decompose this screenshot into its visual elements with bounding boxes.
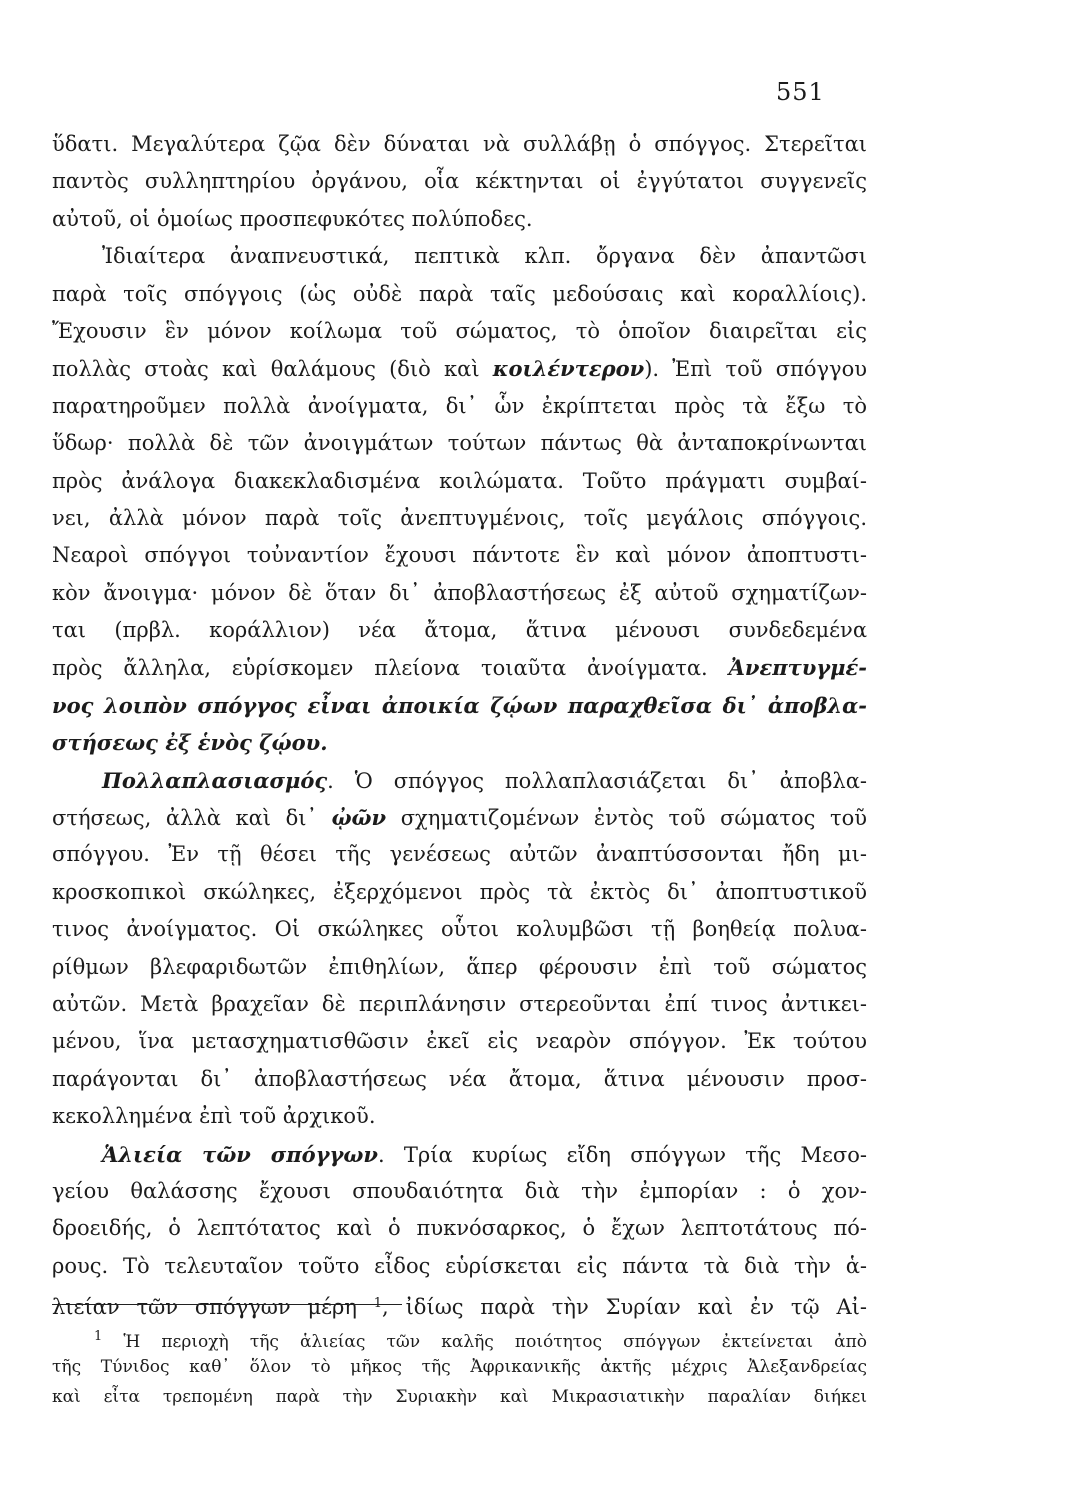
- emphasis-term: ᾠῶν: [331, 805, 387, 831]
- text-line: παντὸς συλληπτηρίου ὀργάνου, οἷα κέκτηνται οἱ ἐγγύτατοι συγγενεῖς: [52, 169, 867, 194]
- text-line: ὕδωρ· πολλὰ δὲ τῶν ἀνοιγμάτων τούτων πάντως θὰ ἀνταποκρίνωνται: [52, 431, 867, 456]
- text-line: αὐτῶν. Μετὰ βραχεῖαν δὲ περιπλάνησιν στερεοῦνται ἐπί τινος ἀντικει-: [52, 991, 867, 1016]
- emphasis-term: στήσεως ἐξ ἑνὸς ζῴου.: [52, 730, 328, 756]
- text-line: νει, ἀλλὰ μόνον παρὰ τοῖς ἀνεπτυγμένοις, τοῖς μεγάλοις σπόγγοις.: [52, 505, 867, 530]
- section-heading: Πολλαπλασιασμός: [102, 767, 328, 793]
- text-line: Πολλαπλασιασμός. Ὁ σπόγγος πολλαπλασιάζεται δι᾽ ἀποβλα-: [102, 767, 867, 793]
- text-line: στήσεως, ἀλλὰ καὶ δι᾽ ᾠῶν σχηματιζομένων ἐντὸς τοῦ σώματος τοῦ: [52, 805, 867, 831]
- body-text: [52, 126, 867, 1323]
- footnote-marker: 1: [94, 1329, 103, 1344]
- text-line: παρὰ τοῖς σπόγγοις (ὡς οὐδὲ παρὰ ταῖς μεδούσαις καὶ κοραλλίοις).: [52, 281, 867, 306]
- emphasis-term: νος λοιπὸν σπόγγος εἶναι ἀποικία ζῴων παραχθεῖσα δι᾽ ἀποβλα-: [52, 692, 867, 718]
- text-line: πολλὰς στοὰς καὶ θαλάμους (διὸ καὶ κοιλέντερον). Ἐπὶ τοῦ σπόγγου: [52, 356, 867, 382]
- text-line: σπόγγου. Ἐν τῇ θέσει τῆς γενέσεως αὐτῶν ἀναπτύσσονται ἤδη μι-: [52, 842, 867, 867]
- footnote-divider: [52, 1304, 402, 1305]
- section-heading: Ἁλιεία τῶν σπόγγων: [102, 1141, 378, 1167]
- text-line: κὸν ἄνοιγμα· μόνον δὲ ὅταν δι᾽ ἀποβλαστήσεως ἐξ αὐτοῦ σχηματίζων-: [52, 580, 867, 605]
- text-line: αὐτοῦ, οἱ ὁμοίως προσπεφυκότες πολύποδες.: [52, 206, 533, 231]
- emphasis-term: Ἀνεπτυγμέ-: [728, 655, 867, 681]
- text-line: γείου θαλάσσης ἔχουσι σπουδαιότητα διὰ τὴν ἐμπορίαν : ὁ χον-: [52, 1178, 867, 1203]
- text-line: πρὸς ἄλληλα, εὑρίσκομεν πλείονα τοιαῦτα ἀνοίγματα. Ἀνεπτυγμέ-: [52, 655, 867, 681]
- text-line: μένου, ἵνα μετασχηματισθῶσιν ἐκεῖ εἰς νεαρὸν σπόγγον. Ἐκ τούτου: [52, 1029, 867, 1054]
- text-line: λιείαν τῶν σπόγγων μέρη $^1$, ἰδίως παρὰ τὴν Συρίαν καὶ ἐν τῷ Αἰ-: [52, 1295, 867, 1320]
- text-line: Ἁλιεία τῶν σπόγγων. Τρία κυρίως εἴδη σπόγγων τῆς Μεσο-: [102, 1141, 867, 1167]
- text-line: πρὸς ἀνάλογα διακεκλαδισμένα κοιλώματα. Τοῦτο πράγματι συμβαί-: [52, 468, 867, 493]
- text-line: [52, 724, 867, 761]
- text-line: ὕδατι. Μεγαλύτερα ζῷα δὲν δύναται νὰ συλλάβῃ ὁ σπόγγος. Στερεῖται: [52, 132, 867, 156]
- footnote-reference: 1: [373, 1296, 383, 1312]
- footnote-line: $^1$ Ἡ περιοχὴ τῆς ἁλιείας τῶν καλῆς ποιότητος σπόγγων ἐκτείνεται ἀπὸ: [94, 1329, 867, 1352]
- text-line: Ἰδιαίτερα ἀναπνευστικά, πεπτικὰ κλπ. ὄργανα δὲν ἀπαντῶσι: [102, 244, 867, 269]
- text-line: παρατηροῦμεν πολλὰ ἀνοίγματα, δι᾽ ὧν ἐκρίπτεται πρὸς τὰ ἔξω τὸ: [52, 393, 867, 418]
- text-line: τινος ἀνοίγματος. Οἱ σκώληκες οὗτοι κολυμβῶσι τῇ βοηθείᾳ πολυα-: [52, 917, 867, 942]
- footnote-line: καὶ εἶτα τρεπομένη παρὰ τὴν Συριακὴν καὶ Μικρασιατικὴν παραλίαν διήκει: [52, 1387, 867, 1407]
- text-line: δροειδής, ὁ λεπτότατος καὶ ὁ πυκνόσαρκος, ὁ ἔχων λεπτοτάτους πό-: [52, 1216, 867, 1241]
- emphasis-term: κοιλέντερον: [492, 356, 645, 382]
- footnote-line: τῆς Τύνιδος καθ᾽ ὅλον τὸ μῆκος τῆς Ἀφρικανικῆς ἀκτῆς μέχρις Ἀλεξανδρείας: [52, 1357, 867, 1377]
- text-line: [52, 687, 867, 724]
- text-line: κροσκοπικοὶ σκώληκες, ἐξερχόμενοι πρὸς τὰ ἐκτὸς δι᾽ ἀποπτυστικοῦ: [52, 879, 867, 904]
- footnote: [52, 1322, 867, 1412]
- text-line: ρίθμων βλεφαριδωτῶν ἐπιθηλίων, ἅπερ φέρουσιν ἐπὶ τοῦ σώματος: [52, 954, 867, 979]
- page-number: 551: [776, 78, 825, 106]
- text-line: Ἔχουσιν ἓν μόνον κοίλωμα τοῦ σώματος, τὸ ὁποῖον διαιρεῖται εἰς: [52, 318, 867, 343]
- text-line: παράγονται δι᾽ ἀποβλαστήσεως νέα ἄτομα, ἅτινα μένουσιν προσ-: [52, 1066, 867, 1091]
- text-line: ρους. Τὸ τελευταῖον τοῦτο εἶδος εὑρίσκεται εἰς πάντα τὰ διὰ τὴν ἁ-: [52, 1253, 867, 1278]
- text-line: ται (πρβλ. κοράλλιον) νέα ἄτομα, ἅτινα μένουσι συνδεδεμένα: [52, 618, 867, 643]
- text-line: κεκολλημένα ἐπὶ τοῦ ἀρχικοῦ.: [52, 1104, 376, 1129]
- text-line: Νεαροὶ σπόγγοι τοὐναντίον ἔχουσι πάντοτε ἓν καὶ μόνον ἀποπτυστι-: [52, 543, 867, 568]
